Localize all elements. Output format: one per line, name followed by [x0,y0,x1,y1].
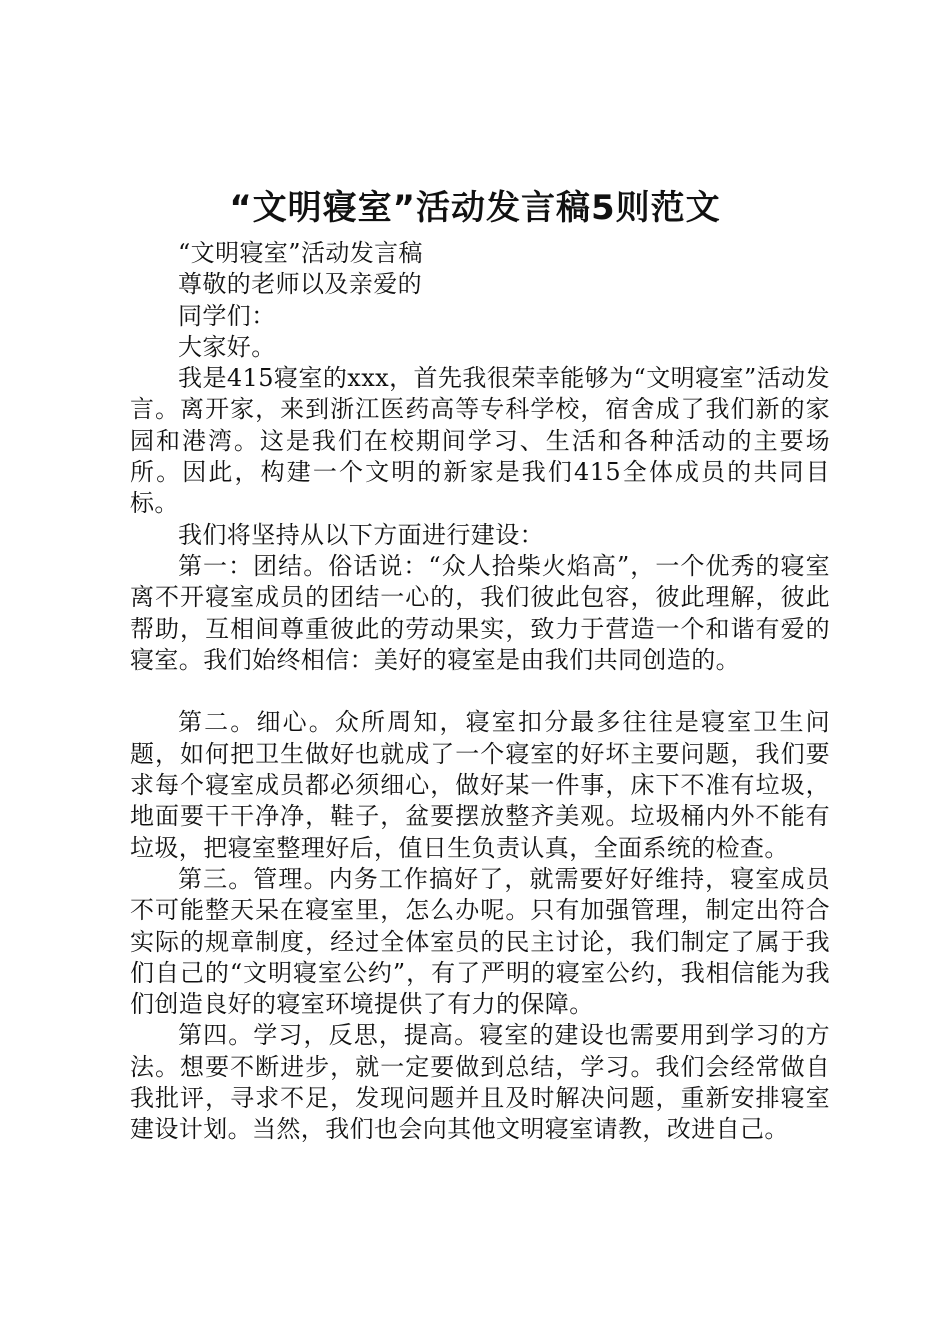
greeting: 大家好。 [178,332,276,361]
plan-intro-paragraph: 我们将坚持从以下方面进行建设： [178,520,544,549]
document-title: “文明寝室”活动发言稿5则范文 [229,188,721,228]
salutation-line-2: 同学们： [178,301,276,330]
document-body [130,238,830,1146]
point-two-paragraph: 第二。细心。众所周知，寝室扣分最多往往是寝室卫生问题，如何把卫生做好也就成了一个寝室的好坏主要问题，我们要求每个寝室成员都必须细心，做好某一件事，床下不准有垃圾，地面要干干净净，鞋子，盆要摆放整齐美观。垃圾桶内外不能有垃圾，把寝室整理好后，值日生负责认真，全面系统的检查。 [130,708,830,862]
speech-heading: “文明寝室”活动发言稿 [178,239,423,267]
point-four-paragraph: 第四。学习，反思，提高。寝室的建设也需要用到学习的方法。想要不断进步，就一定要做到总结，学习。我们会经常做自我批评，寻求不足，发现问题并且及时解决问题，重新安排寝室建设计划。当然，我们也会向其他文明寝室请教，改进自己。 [130,1021,830,1144]
intro-paragraph: 我是415寝室的xxx，首先我很荣幸能够为“文明寝室”活动发言。离开家，来到浙江医药高等专科学校，宿舍成了我们新的家园和港湾。这是我们在校期间学习、生活和各种活动的主要场所。因此，构建一个文明的新家是我们415全体成员的共同目标。 [130,364,830,518]
salutation-line-1: 尊敬的老师以及亲爱的 [178,270,422,299]
point-three-paragraph: 第三。管理。内务工作搞好了，就需要好好维持，寝室成员不可能整天呆在寝室里，怎么办呢。只有加强管理，制定出符合实际的规章制度，经过全体室员的民主讨论，我们制定了属于我们自己的“文明寝室公约”，有了严明的寝室公约，我相信能为我们创造良好的寝室环境提供了有力的保障。 [130,864,830,1019]
point-one-paragraph: 第一：团结。俗话说：“众人拾柴火焰高”，一个优秀的寝室离不开寝室成员的团结一心的，我们彼此包容，彼此理解，彼此帮助，互相间尊重彼此的劳动果实，致力于营造一个和谐有爱的寝室。我们始终相信：美好的寝室是由我们共同创造的。 [130,551,830,674]
